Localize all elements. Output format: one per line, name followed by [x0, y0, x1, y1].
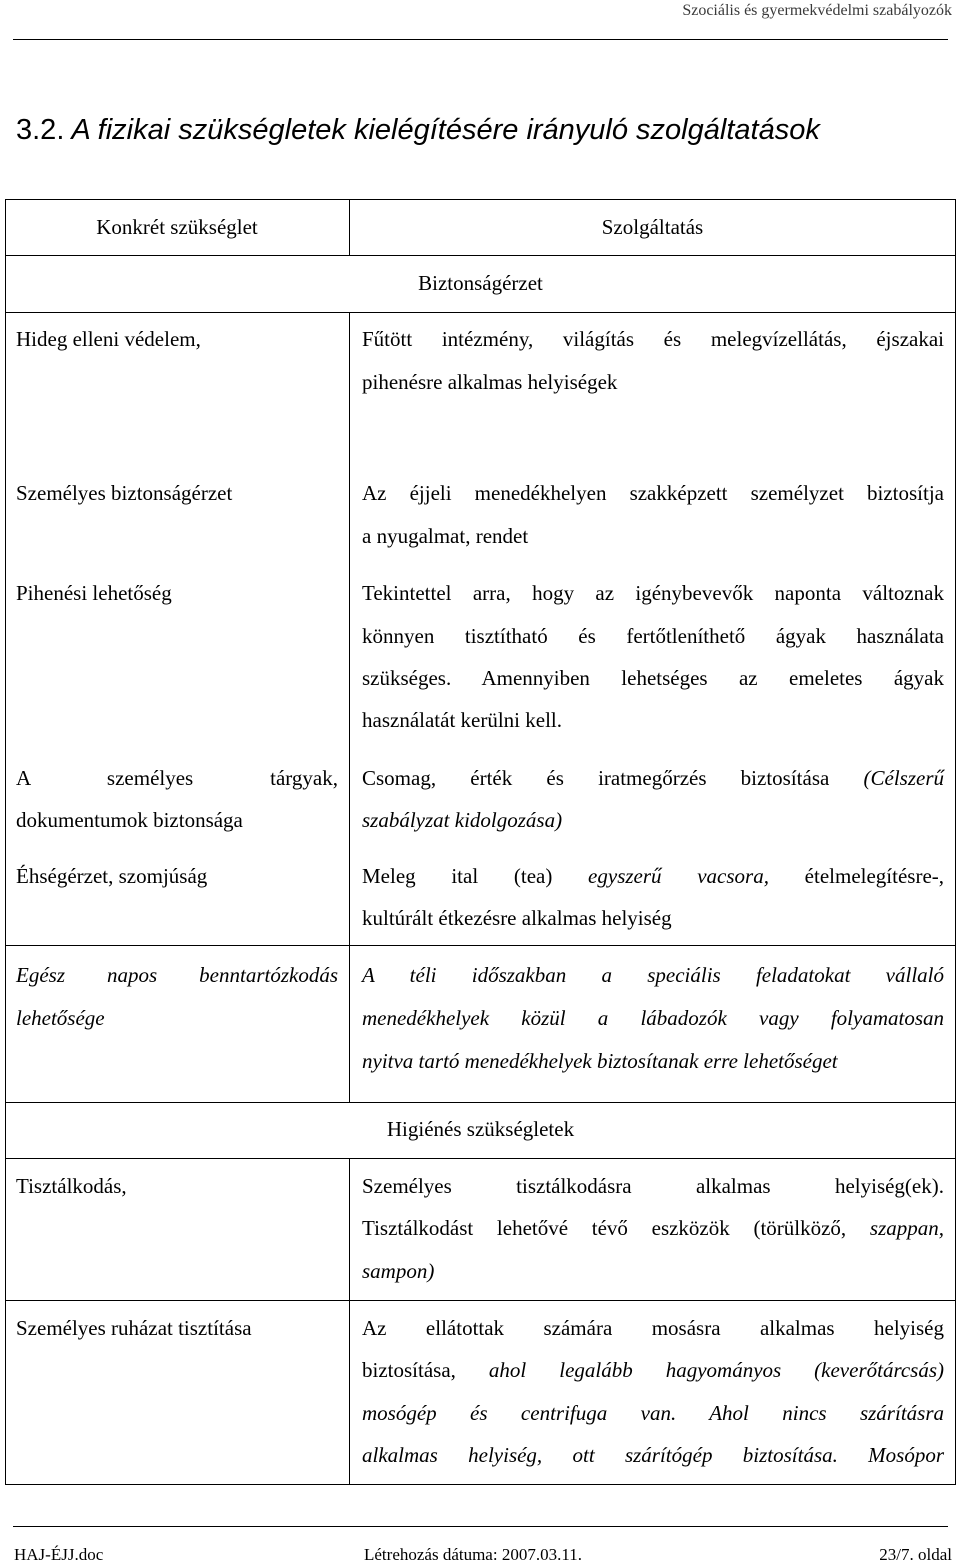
service-text: Csomag, érték és iratmegőrzés biztosítása — [362, 766, 830, 790]
table-left-border — [5, 199, 6, 1484]
row-rule — [5, 199, 956, 200]
need-personal-safety: Személyes biztonságérzet — [16, 481, 233, 505]
service-line: pihenésre alkalmas helyiségek — [362, 370, 618, 394]
service-text-italic: egyszerű vacsora, — [588, 864, 769, 888]
service-line: nyitva tartó menedékhelyek biztosítanak erre lehetőséget — [362, 1049, 838, 1073]
service-line: használatát kerülni kell. — [362, 708, 563, 732]
service-line: kultúrált étkezésre alkalmas helyiség — [362, 906, 672, 930]
service-line: sampon) — [362, 1259, 435, 1283]
row-rule — [5, 1484, 956, 1485]
service-line: menedékhelyek közül a lábadozók vagy folyamatosan — [362, 1006, 944, 1030]
service-line — [362, 1207, 944, 1250]
service-line: A téli időszakban a speciális feladatokat vállaló — [362, 963, 944, 987]
need-belongings-line: A személyes tárgyak, — [16, 766, 338, 790]
service-text: Meleg ital (tea) — [362, 864, 553, 888]
column-divider — [349, 1158, 350, 1484]
service-text-italic: (Célszerű — [863, 766, 944, 790]
row-rule — [5, 1158, 956, 1159]
need-washing: Tisztálkodás, — [16, 1174, 127, 1198]
service-line: mosógép és centrifuga van. Ahol nincs szárításra — [362, 1401, 944, 1425]
service-line: Személyes tisztálkodásra alkalmas helyiség(ek). — [362, 1174, 944, 1198]
section-title — [16, 114, 820, 147]
column-header-service: Szolgáltatás — [601, 215, 704, 239]
row-rule — [5, 1300, 956, 1301]
service-line — [362, 855, 944, 898]
row-rule — [5, 945, 956, 946]
section-title-text: A fizikai szükségletek kielégítésére irányuló szolgáltatások — [71, 114, 820, 146]
service-text-italic: ahol legalább hagyományos (keverőtárcsás) — [488, 1358, 945, 1382]
footer-page-number: 23/7. oldal — [879, 1545, 952, 1564]
service-text: ételmelegítésre-, — [804, 864, 945, 888]
service-line: Tekintettel arra, hogy az igénybevevők naponta változnak — [362, 581, 944, 605]
row-rule — [5, 312, 956, 313]
service-line — [362, 757, 944, 800]
service-line — [362, 1349, 944, 1392]
need-all-day-stay-line: lehetősége — [16, 1006, 105, 1030]
service-text: Tisztálkodást lehetővé tévő eszközök (törülköző, — [362, 1216, 847, 1240]
need-rest: Pihenési lehetőség — [16, 581, 172, 605]
column-divider — [349, 312, 350, 1102]
group-heading-safety: Biztonságérzet — [418, 271, 543, 295]
service-line: szükséges. Amennyiben lehetséges az emeletes ágyak — [362, 666, 944, 690]
running-header: Szociális és gyermekvédelmi szabályozók — [682, 2, 952, 19]
service-text-italic: szappan, — [869, 1216, 944, 1240]
table-right-border — [955, 199, 956, 1484]
group-heading-hygiene: Higiénés szükségletek — [386, 1117, 575, 1141]
footer-created-date: Létrehozás dátuma: 2007.03.11. — [364, 1545, 582, 1564]
need-cold-protection: Hideg elleni védelem, — [16, 327, 201, 351]
header-rule — [13, 39, 948, 40]
service-text: biztosítása, — [362, 1358, 456, 1382]
need-clothing-cleaning: Személyes ruházat tisztítása — [16, 1316, 252, 1340]
need-belongings-line: dokumentumok biztonsága — [16, 808, 243, 832]
row-rule — [5, 255, 956, 256]
footer-filename: HAJ-ÉJJ.doc — [14, 1545, 104, 1564]
need-hunger: Éhségérzet, szomjúság — [16, 864, 208, 888]
service-line: szabályzat kidolgozása) — [362, 808, 563, 832]
column-header-need: Konkrét szükséglet — [96, 215, 258, 239]
row-rule — [5, 1102, 956, 1103]
service-line: Az éjjeli menedékhelyen szakképzett személyzet biztosítja — [362, 481, 944, 505]
service-line: a nyugalmat, rendet — [362, 524, 529, 548]
service-line: Fűtött intézmény, világítás és melegvízellátás, éjszakai — [362, 327, 944, 351]
section-number: 3.2. — [16, 114, 65, 146]
service-line: könnyen tisztítható és fertőtleníthető ágyak használata — [362, 624, 944, 648]
footer-rule — [13, 1526, 948, 1527]
need-all-day-stay-line: Egész napos benntartózkodás — [16, 963, 338, 987]
service-line: alkalmas helyiség, ott szárítógép biztosítása. Mosópor — [362, 1443, 944, 1467]
service-line: Az ellátottak számára mosásra alkalmas helyiség — [362, 1316, 944, 1340]
